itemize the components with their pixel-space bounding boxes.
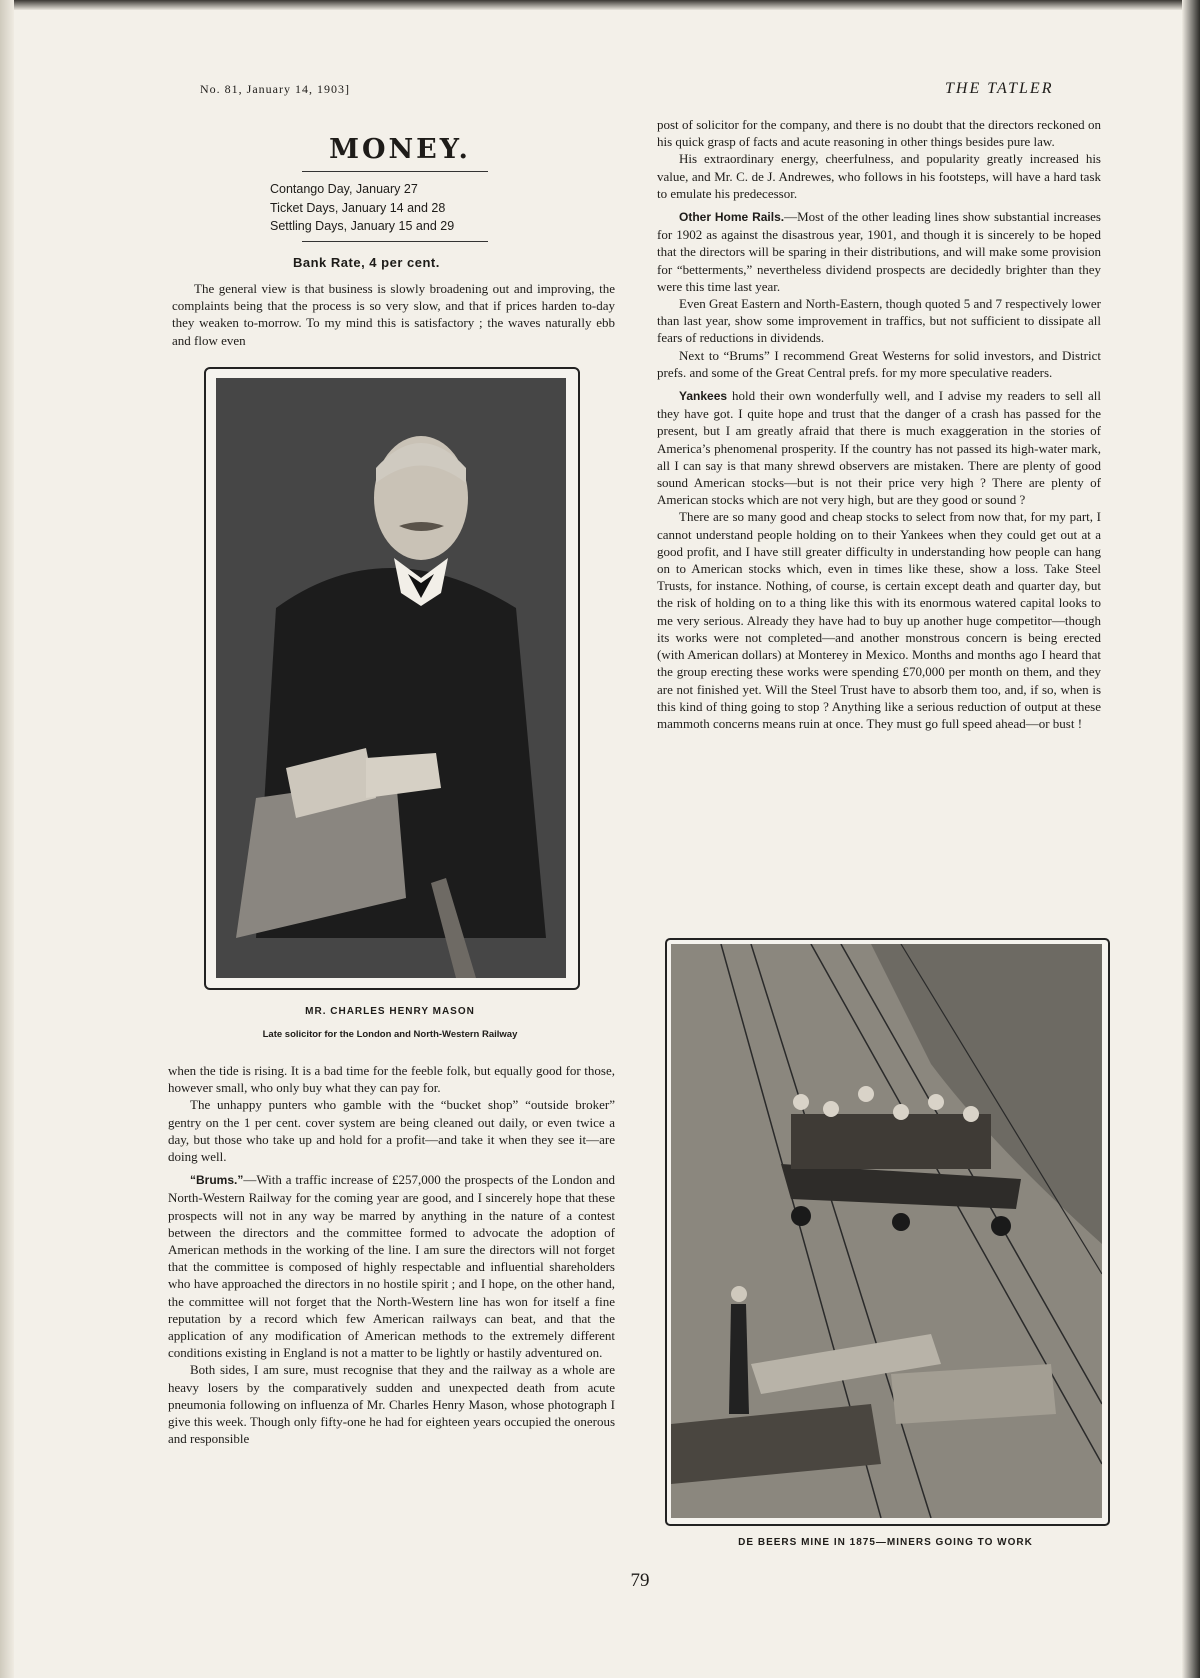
portrait-photo — [204, 367, 580, 990]
paragraph: post of solicitor for the company, and there is no doubt that the directors reckoned on his quick grasp of facts and acute reasoning in other things besides pure law. — [657, 117, 1101, 150]
intro-paragraph — [172, 280, 615, 349]
column-left-text — [168, 1062, 615, 1447]
ticket-days: Ticket Days, January 14 and 28 — [270, 200, 446, 215]
page-left-edge — [0, 0, 14, 1678]
settlement-dates — [270, 180, 530, 236]
paragraph-home-rails — [657, 208, 1101, 295]
page-right-edge — [1182, 0, 1200, 1678]
portrait-caption-name: MR. CHARLES HENRY MASON — [305, 1006, 475, 1017]
page-top-edge — [0, 0, 1200, 10]
paragraph: There are so many good and cheap stocks to select from now that, for my part, I cannot understand people holding on to their Yankees when they could get out at a good profit, and I have still greater difficulty in understanding how people can hang on to American stocks which, even in times like these, show a loss. Take Steel Trusts, for instance. Nothing, of course, is certain except death and quarter day, but the risk of holding on to a thing like this with its enormous watered capital looks to me very serious. Already they have had to buy up another huge competitor—though its works were not completed—and another monstrous concern is being erected (with American dollars) at Monterey in Mexico. Months and months ago I heard that the group erecting these works were spending £70,000 per month on them, and they are not finished yet. Will the Steel Trust have to absorb them too, and, if so, when is this kind of thing going to stop ? Anything like a serious reduction of output at these mammoth concerns means ruin at once. They must go full speed ahead—or bust ! — [657, 509, 1101, 731]
title-rule — [302, 171, 488, 172]
issue-header: No. 81, January 14, 1903] — [200, 82, 350, 96]
mine-image — [671, 944, 1102, 1518]
intro-text: The general view is that business is slowly broadening out and improving, the complaints being that the process is so very slow, and that if prices harden to-day they weaken to-morrow. To my mind this is satisfactory ; the waves naturally ebb and flow even — [172, 281, 615, 348]
paragraph: when the tide is rising. It is a bad time for the feeble folk, but equally good for those, however small, who only buy what they can pay for. — [168, 1063, 615, 1096]
portrait-caption-sub: Late solicitor for the London and North-Western Railway — [262, 1029, 518, 1040]
mine-caption: DE BEERS MINE IN 1875—MINERS GOING TO WORK — [738, 1537, 1033, 1548]
column-right-text — [657, 116, 1101, 732]
home-rails-text: —Most of the other leading lines show substantial increases for 1902 as against the disastrous year, 1901, and though it is sincerely to be hoped that the directors will be sparing in their distributions, and will make some provision for “betterments,” nevertheless dividend prospects are decidedly brighter than they were this time last year. — [657, 209, 1101, 294]
paragraph: The unhappy punters who gamble with the “bucket shop” “outside broker” gentry on the 1 per cent. cover system are being cleaned out daily, or even twice a day, but those who take up and hold for a profit—and take it when they see it—are doing well. — [168, 1097, 615, 1165]
article-title: MONEY. — [329, 134, 471, 165]
paragraph: His extraordinary energy, cheerfulness, and popularity greatly increased his value, and Mr. C. de J. Andrewes, who follows in his footsteps, will have a hard task to emulate his predecessor. — [657, 151, 1101, 201]
yankees-text: hold their own wonderfully well, and I advise my readers to sell all they have got. I quite hope and trust that the danger of a crash has passed for the present, but I am greatly afraid that there is much exaggeration in the stories of America’s phenomenal prosperity. If the country has not passed its high-water mark, all I can say is that many shrewd observers are mistaken. There are plenty of good sound American stocks—but is not their price very high ? There are plenty of American stocks which are not very high, but are they good or sound ? — [657, 388, 1101, 508]
yankees-lead: Yankees — [679, 389, 728, 404]
page-number: 79 — [630, 1570, 650, 1591]
dates-rule — [302, 241, 488, 242]
mine-photo — [665, 938, 1110, 1526]
paragraph: Even Great Eastern and North-Eastern, though quoted 5 and 7 respectively lower than last year, show some improvement in traffics, but not sufficient to dissipate all fears of reductions in dividends. — [657, 296, 1101, 346]
bank-rate: Bank Rate, 4 per cent. — [293, 255, 440, 270]
portrait-figure-svg — [216, 378, 566, 978]
settling-days: Settling Days, January 15 and 29 — [270, 219, 455, 233]
publication-header: THE TATLER — [945, 80, 1054, 97]
paragraph: Next to “Brums” I recommend Great Westerns for solid investors, and District prefs. and some of the Great Central prefs. for my more speculative readers. — [657, 347, 1101, 380]
portrait-image — [216, 378, 566, 978]
contango-day: Contango Day, January 27 — [270, 182, 418, 196]
paragraph: Both sides, I am sure, must recognise that they and the railway as a whole are heavy losers by the comparatively sudden and unexpected death from acute pneumonia following on influenza of Mr. Charles Henry Mason, whose photograph I give this week. Though only fifty-one he had for eighteen years occupied the onerous and responsible — [168, 1362, 615, 1447]
brums-text: —With a traffic increase of £257,000 the prospects of the London and North-Western Railway for the coming year are good, and I sincerely hope that these prospects will not in any way be marred by anything in the nature of a contest between the directors and the committee formed to advocate the adoption of American methods in the working of the line. I am sure the directors will not forget that the committee is composed of highly respectable and influential shareholders who have approached the directors in no hostile spirit ; and I hope, on the other hand, the committee will not forget that the North-Western line has won for itself a fine reputation by a record which few American railways can beat, and that the application of any modification of American methods to the extremely different conditions existing in England is not a matter to be lightly or hastily adventured on. — [168, 1172, 615, 1361]
home-rails-lead: Other Home Rails. — [679, 210, 785, 225]
paragraph-yankees — [657, 387, 1101, 508]
brums-lead: “Brums.” — [190, 1173, 244, 1188]
paragraph-brums — [168, 1171, 615, 1361]
mine-scene-svg — [671, 944, 1102, 1518]
